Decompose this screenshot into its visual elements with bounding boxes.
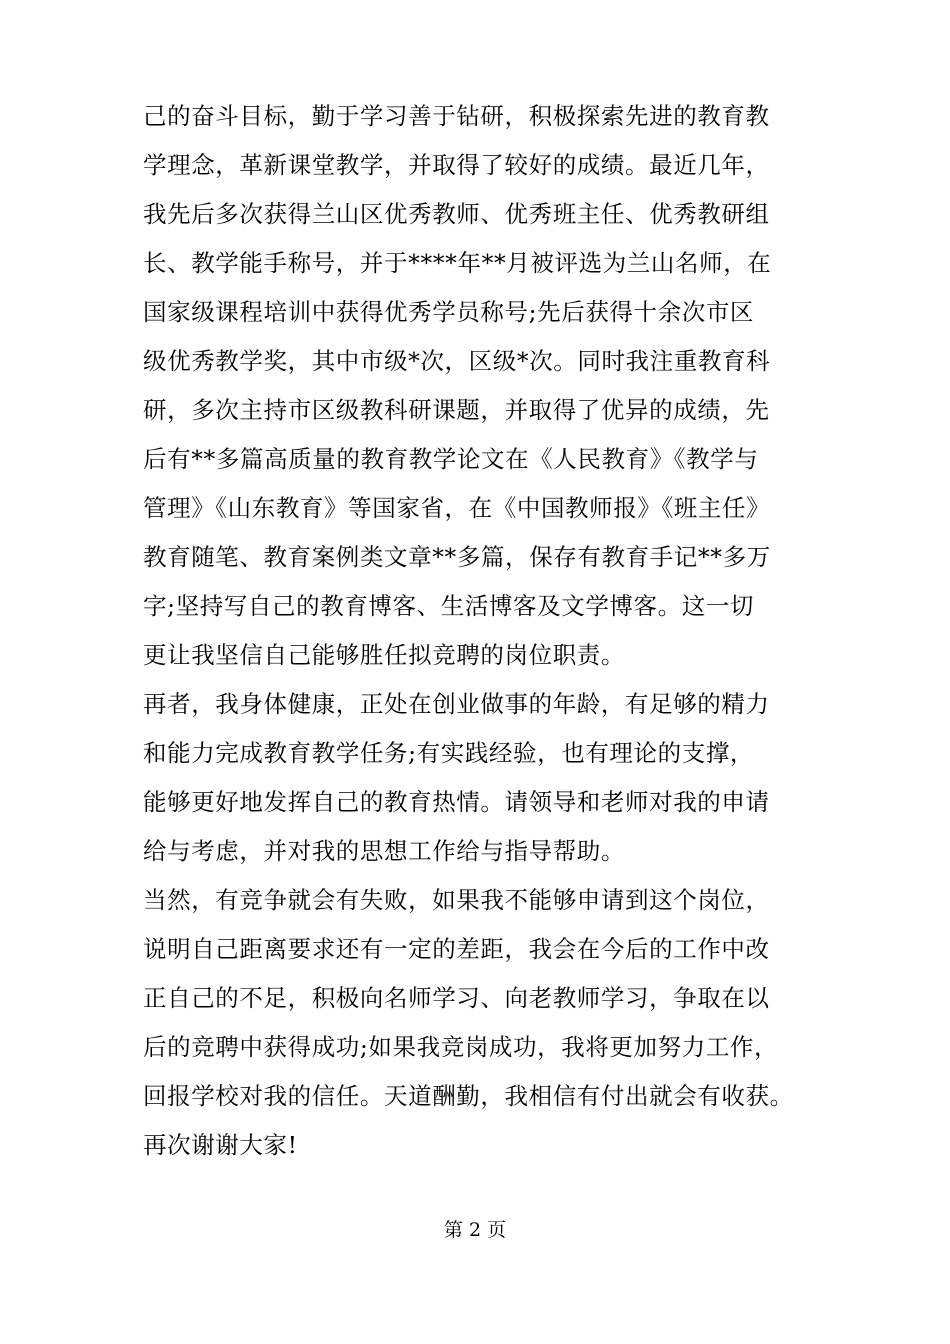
text-line: 给与考虑，并对我的思想工作给与指导帮助。	[143, 837, 625, 865]
text-line: 研，多次主持市区级教科研课题，并取得了优异的成绩，先	[143, 396, 770, 424]
text-line: 再者，我身体健康，正处在创业做事的年龄，有足够的精力	[143, 690, 770, 718]
text-line: 更让我坚信自己能够胜任拟竞聘的岗位职责。	[143, 641, 625, 669]
text-line: 和能力完成教育教学任务;有实践经验，也有理论的支撑，	[143, 739, 755, 767]
text-line: 后有**多篇高质量的教育教学论文在《人民教育》《教学与	[143, 445, 759, 473]
text-line: 能够更好地发挥自己的教育热情。请领导和老师对我的申请	[143, 788, 770, 816]
text-line: 级优秀教学奖，其中市级*次，区级*次。同时我注重教育科	[143, 347, 771, 375]
text-line: 学理念，革新课堂教学，并取得了较好的成绩。最近几年，	[143, 151, 770, 179]
text-line: 长、教学能手称号，并于****年**月被评选为兰山名师，在	[143, 249, 772, 277]
body-text	[143, 92, 813, 1170]
text-line: 字;坚持写自己的教育博客、生活博客及文学博客。这一切	[143, 592, 755, 620]
text-line: 管理》《山东教育》等国家省，在《中国教师报》《班主任》	[143, 494, 771, 522]
text-line: 说明自己距离要求还有一定的差距，我会在今后的工作中改	[143, 935, 770, 963]
text-line: 教育随笔、教育案例类文章**多篇，保存有教育手记**多万	[143, 543, 771, 571]
text-line: 正自己的不足，积极向名师学习、向老教师学习，争取在以	[143, 984, 770, 1012]
text-line: 再次谢谢大家!	[143, 1131, 298, 1159]
text-line: 后的竞聘中获得成功;如果我竞岗成功，我将更加努力工作，	[143, 1033, 779, 1061]
text-line: 当然，有竞争就会有失败，如果我不能够申请到这个岗位，	[143, 886, 770, 914]
page-number: 第 2 页	[443, 1219, 507, 1241]
text-line: 国家级课程培训中获得优秀学员称号;先后获得十余次市区	[143, 298, 755, 326]
text-line: 己的奋斗目标，勤于学习善于钻研，积极探索先进的教育教	[143, 102, 770, 130]
text-line: 回报学校对我的信任。天道酬勤，我相信有付出就会有收获。	[143, 1082, 794, 1110]
text-line: 我先后多次获得兰山区优秀教师、优秀班主任、优秀教研组	[143, 200, 770, 228]
